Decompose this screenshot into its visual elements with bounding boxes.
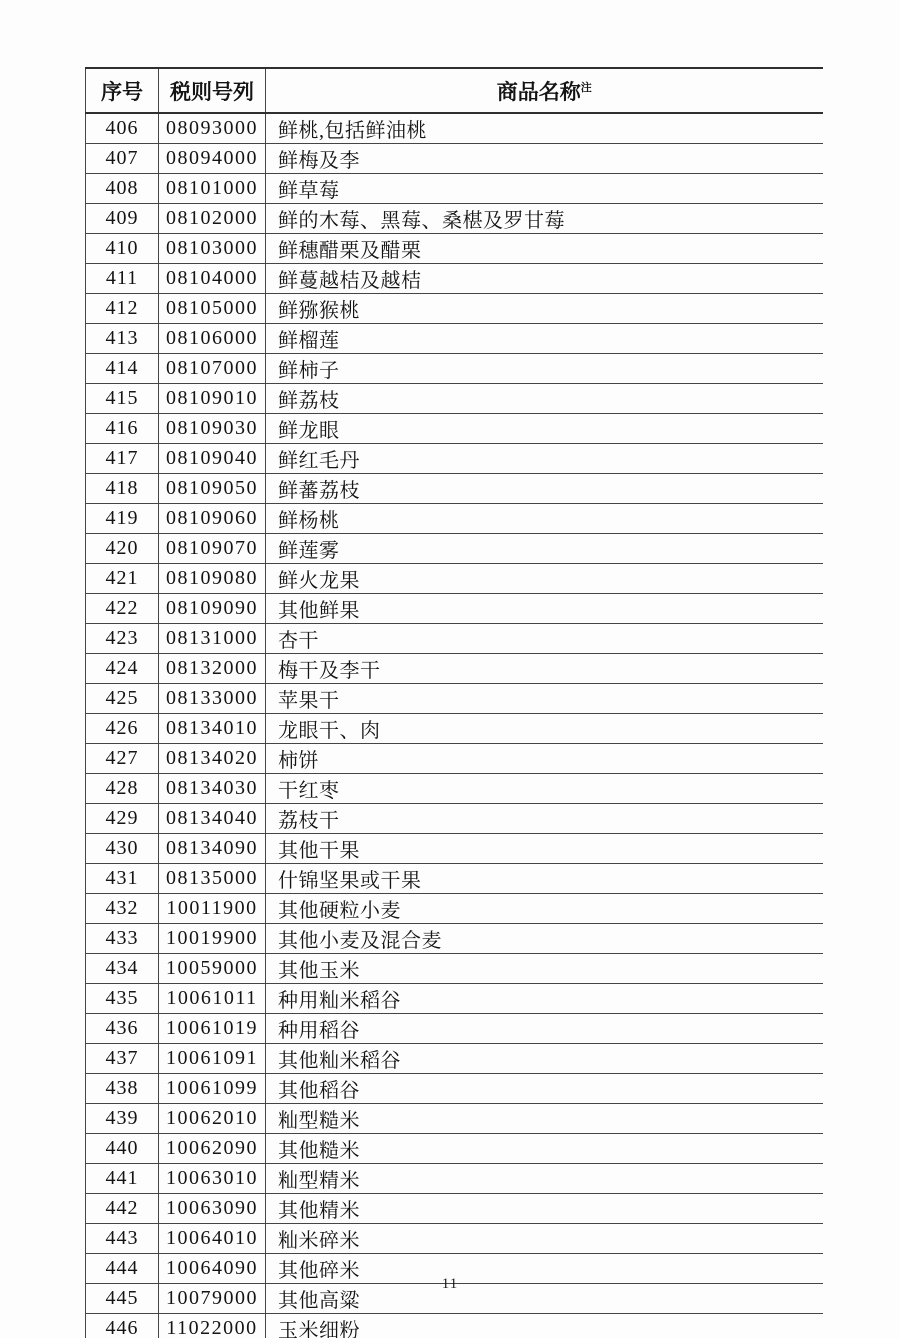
row-name-cell: 其他糙米 (266, 1134, 823, 1164)
table-row (86, 504, 823, 534)
table-row (86, 144, 823, 174)
row-name-cell: 籼米碎米 (266, 1224, 823, 1254)
row-seq-cell: 420 (86, 534, 159, 564)
row-name-cell: 鲜柿子 (266, 354, 823, 384)
row-name-cell: 玉米细粉 (266, 1314, 823, 1338)
row-name-cell: 鲜草莓 (266, 174, 823, 204)
row-name-cell: 什锦坚果或干果 (266, 864, 823, 894)
row-name-cell: 籼型糙米 (266, 1104, 823, 1134)
table-row (86, 894, 823, 924)
row-name-cell: 龙眼干、肉 (266, 714, 823, 744)
row-code-cell: 10019900 (159, 924, 266, 954)
table-header-row (86, 68, 823, 113)
row-seq-cell: 430 (86, 834, 159, 864)
row-name-cell: 鲜红毛丹 (266, 444, 823, 474)
row-seq-cell: 425 (86, 684, 159, 714)
row-seq-cell: 407 (86, 144, 159, 174)
row-name-cell: 鲜榴莲 (266, 324, 823, 354)
row-name-cell: 种用籼米稻谷 (266, 984, 823, 1014)
row-seq-cell: 439 (86, 1104, 159, 1134)
table-row (86, 774, 823, 804)
row-seq-cell: 437 (86, 1044, 159, 1074)
table-row (86, 1314, 823, 1338)
row-name-cell: 杏干 (266, 624, 823, 654)
row-seq-cell: 438 (86, 1074, 159, 1104)
row-code-cell: 08106000 (159, 324, 266, 354)
row-seq-cell: 440 (86, 1134, 159, 1164)
row-name-cell: 梅干及李干 (266, 654, 823, 684)
row-seq-cell: 417 (86, 444, 159, 474)
row-seq-cell: 415 (86, 384, 159, 414)
row-code-cell: 08109010 (159, 384, 266, 414)
table-row (86, 1104, 823, 1134)
row-seq-cell: 411 (86, 264, 159, 294)
row-seq-cell: 435 (86, 984, 159, 1014)
row-name-cell: 鲜蔓越桔及越桔 (266, 264, 823, 294)
row-code-cell: 10061011 (159, 984, 266, 1014)
row-seq-cell: 429 (86, 804, 159, 834)
row-code-cell: 10059000 (159, 954, 266, 984)
row-code-cell: 10062010 (159, 1104, 266, 1134)
row-seq-cell: 418 (86, 474, 159, 504)
row-code-cell: 08134040 (159, 804, 266, 834)
table-row (86, 954, 823, 984)
row-name-cell: 其他硬粒小麦 (266, 894, 823, 924)
table-row (86, 354, 823, 384)
note-superscript: 注 (580, 81, 592, 94)
table-row (86, 324, 823, 354)
table-row (86, 654, 823, 684)
row-seq-cell: 426 (86, 714, 159, 744)
row-name-cell: 鲜穗醋栗及醋栗 (266, 234, 823, 264)
table-row (86, 594, 823, 624)
row-code-cell: 08134020 (159, 744, 266, 774)
row-name-cell: 其他籼米稻谷 (266, 1044, 823, 1074)
column-header-name-text: 商品名称 (496, 79, 581, 104)
row-seq-cell: 409 (86, 204, 159, 234)
row-code-cell: 08107000 (159, 354, 266, 384)
row-code-cell: 10063090 (159, 1194, 266, 1224)
row-seq-cell: 413 (86, 324, 159, 354)
row-code-cell: 08134030 (159, 774, 266, 804)
row-seq-cell: 412 (86, 294, 159, 324)
table-row (86, 1044, 823, 1074)
row-name-cell: 苹果干 (266, 684, 823, 714)
table-row (86, 1134, 823, 1164)
row-code-cell: 08094000 (159, 144, 266, 174)
row-code-cell: 08131000 (159, 624, 266, 654)
table-row (86, 113, 823, 144)
row-seq-cell: 436 (86, 1014, 159, 1044)
row-seq-cell: 416 (86, 414, 159, 444)
row-name-cell: 鲜桃,包括鲜油桃 (266, 113, 823, 144)
table-row (86, 534, 823, 564)
row-code-cell: 08093000 (159, 113, 266, 144)
row-name-cell: 鲜杨桃 (266, 504, 823, 534)
row-seq-cell: 423 (86, 624, 159, 654)
row-name-cell: 其他干果 (266, 834, 823, 864)
row-name-cell: 其他玉米 (266, 954, 823, 984)
row-code-cell: 10064010 (159, 1224, 266, 1254)
tariff-table (85, 67, 823, 1338)
row-code-cell: 08105000 (159, 294, 266, 324)
row-name-cell: 鲜蕃荔枝 (266, 474, 823, 504)
table-row (86, 924, 823, 954)
row-name-cell: 荔枝干 (266, 804, 823, 834)
row-name-cell: 柿饼 (266, 744, 823, 774)
table-row (86, 1014, 823, 1044)
row-code-cell: 08104000 (159, 264, 266, 294)
row-seq-cell: 421 (86, 564, 159, 594)
table-row (86, 714, 823, 744)
row-code-cell: 10063010 (159, 1164, 266, 1194)
row-seq-cell: 433 (86, 924, 159, 954)
table-row (86, 804, 823, 834)
row-code-cell: 08134010 (159, 714, 266, 744)
row-code-cell: 10062090 (159, 1134, 266, 1164)
row-code-cell: 10064090 (159, 1254, 266, 1284)
row-name-cell: 其他稻谷 (266, 1074, 823, 1104)
table-row (86, 294, 823, 324)
row-seq-cell: 414 (86, 354, 159, 384)
row-name-cell: 种用稻谷 (266, 1014, 823, 1044)
table-body (86, 113, 823, 1338)
table-row (86, 1074, 823, 1104)
table-row (86, 744, 823, 774)
row-seq-cell: 442 (86, 1194, 159, 1224)
page-number: 11 (441, 1276, 459, 1292)
table-row (86, 174, 823, 204)
row-code-cell: 08109040 (159, 444, 266, 474)
row-seq-cell: 408 (86, 174, 159, 204)
row-code-cell: 08109090 (159, 594, 266, 624)
row-code-cell: 10061099 (159, 1074, 266, 1104)
row-seq-cell: 432 (86, 894, 159, 924)
column-header-seq: 序号 (86, 68, 159, 113)
row-name-cell: 鲜莲雾 (266, 534, 823, 564)
table-row (86, 864, 823, 894)
table-row (86, 684, 823, 714)
row-name-cell: 鲜梅及李 (266, 144, 823, 174)
table-row (86, 414, 823, 444)
row-code-cell: 11022000 (159, 1314, 266, 1338)
row-code-cell: 08103000 (159, 234, 266, 264)
row-seq-cell: 443 (86, 1224, 159, 1254)
row-code-cell: 08109050 (159, 474, 266, 504)
row-code-cell: 10061091 (159, 1044, 266, 1074)
table-row (86, 1194, 823, 1224)
row-name-cell: 鲜龙眼 (266, 414, 823, 444)
row-seq-cell: 428 (86, 774, 159, 804)
row-name-cell: 籼型精米 (266, 1164, 823, 1194)
row-name-cell: 其他小麦及混合麦 (266, 924, 823, 954)
row-name-cell: 鲜猕猴桃 (266, 294, 823, 324)
row-name-cell: 干红枣 (266, 774, 823, 804)
table-row (86, 264, 823, 294)
row-name-cell: 鲜荔枝 (266, 384, 823, 414)
row-seq-cell: 406 (86, 113, 159, 144)
row-seq-cell: 422 (86, 594, 159, 624)
row-seq-cell: 431 (86, 864, 159, 894)
row-code-cell: 08109060 (159, 504, 266, 534)
row-seq-cell: 434 (86, 954, 159, 984)
row-code-cell: 10061019 (159, 1014, 266, 1044)
row-code-cell: 08101000 (159, 174, 266, 204)
row-code-cell: 08102000 (159, 204, 266, 234)
row-code-cell: 08109070 (159, 534, 266, 564)
row-seq-cell: 410 (86, 234, 159, 264)
row-code-cell: 08134090 (159, 834, 266, 864)
row-seq-cell: 424 (86, 654, 159, 684)
column-header-name (266, 68, 823, 113)
row-name-cell: 鲜的木莓、黑莓、桑椹及罗甘莓 (266, 204, 823, 234)
row-code-cell: 08109030 (159, 414, 266, 444)
table-row (86, 834, 823, 864)
row-seq-cell: 445 (86, 1284, 159, 1314)
row-seq-cell: 446 (86, 1314, 159, 1338)
table-row (86, 1224, 823, 1254)
table-row (86, 234, 823, 264)
table-row (86, 1164, 823, 1194)
row-code-cell: 08133000 (159, 684, 266, 714)
table-row (86, 384, 823, 414)
row-code-cell: 10011900 (159, 894, 266, 924)
row-seq-cell: 427 (86, 744, 159, 774)
row-name-cell: 其他碎米 (266, 1254, 823, 1284)
row-code-cell: 10079000 (159, 1284, 266, 1314)
row-code-cell: 08135000 (159, 864, 266, 894)
table-row (86, 564, 823, 594)
row-code-cell: 08109080 (159, 564, 266, 594)
table-row (86, 204, 823, 234)
row-seq-cell: 419 (86, 504, 159, 534)
row-name-cell: 其他高粱 (266, 1284, 823, 1314)
table-row (86, 984, 823, 1014)
table-row (86, 624, 823, 654)
row-code-cell: 08132000 (159, 654, 266, 684)
row-name-cell: 其他精米 (266, 1194, 823, 1224)
row-seq-cell: 441 (86, 1164, 159, 1194)
table-row (86, 474, 823, 504)
column-header-code: 税则号列 (159, 68, 266, 113)
table-row (86, 444, 823, 474)
row-name-cell: 其他鲜果 (266, 594, 823, 624)
row-name-cell: 鲜火龙果 (266, 564, 823, 594)
row-seq-cell: 444 (86, 1254, 159, 1284)
